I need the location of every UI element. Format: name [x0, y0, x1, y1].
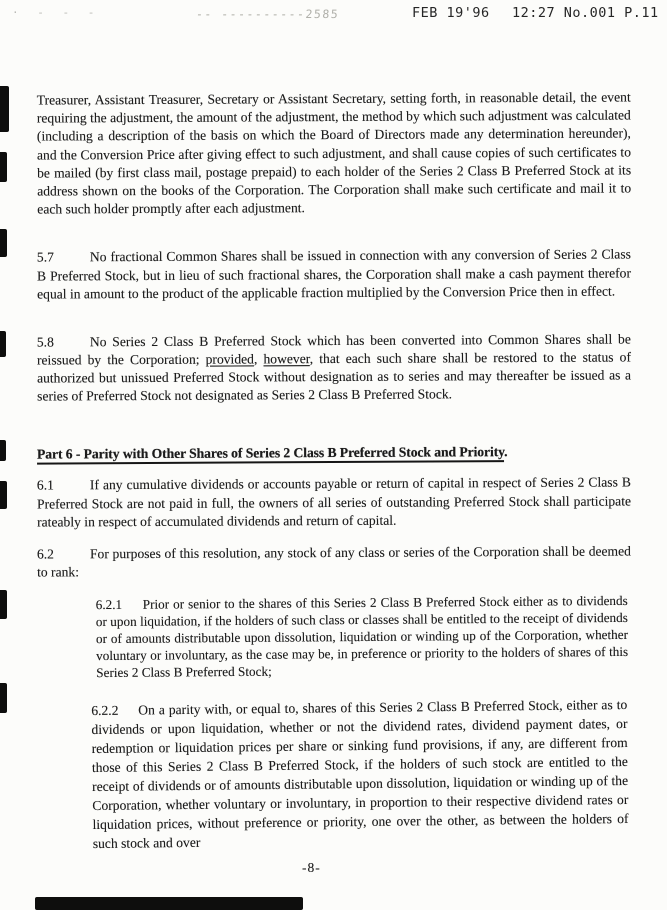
separator-text: ,	[253, 350, 264, 367]
section-text-after: , that each such share shall be restored to the status of authorized but unissued Preferred Stock without designation as to series and may thereafter be issued as a series of Preferred Stock not designated as Series 2 Class B Preferred Stock.	[37, 349, 632, 404]
fax-station-id: -- ----------2585	[195, 7, 340, 21]
section-6-2	[37, 542, 631, 581]
section-number: 6.2	[36, 546, 54, 562]
part-6-heading	[37, 442, 637, 463]
fax-edge-artifact	[0, 481, 7, 509]
fax-edge-artifact	[0, 331, 6, 357]
section-5-8	[37, 330, 631, 405]
section-number: 6.2.2	[91, 702, 119, 718]
fax-edge-artifact	[0, 440, 6, 461]
section-number: 6.1	[36, 477, 54, 493]
section-number: 5.8	[36, 334, 54, 350]
section-number: 6.2.1	[95, 597, 123, 613]
section-text: If any cumulative dividends or accounts payable or return of capital in respect of Series 2 Class B Preferred Stock are not paid in full, the owners of all series of outstanding Preferred Stock shall participate rateably in respect of accumulated dividends and return of capital.	[36, 474, 632, 530]
section-6-1	[37, 473, 631, 532]
part-6-heading-period: .	[504, 443, 508, 459]
section-text: Prior or senior to the shares of this Series 2 Class B Preferred Stock either as to dividends or upon liquidation, if the holders of such class or classes shall be entitled to the receipt of dividends or of amounts distributable upon dissolution, liquidation or winding up of the Corporation, whether voluntary or involuntary, as the case may be, in preference or priority to the holders of shares of this Series 2 Class B Preferred Stock;	[95, 593, 629, 680]
section-text-before: No Series 2 Class B Preferred Stock which has been converted into Common Shares shall be reissued by the Corporation;	[36, 331, 631, 368]
section-text: On a parity with, or equal to, shares of this Series 2 Class B Preferred Stock, either as to dividends or upon liquidation, whether or not the dividend rates, dividend payment dates, or redemption or liquidation prices per share or sinking fund provisions, if any, are different from those of this Series 2 Class B Preferred Stock, if the holders of such stock are entitled to the receipt of dividends or of amounts distributable upon dissolution, liquidation or winding up of the Corporation, whether voluntary or involuntary, in proportion to their respective dividend rates or liquidation prices, without preference or priority, one over the other, as between the holders of such stock and over	[91, 696, 629, 851]
section-number: 5.7	[36, 249, 54, 265]
fax-date: FEB 19'96	[412, 5, 490, 21]
fax-edge-artifact	[0, 86, 9, 132]
section-text: No fractional Common Shares shall be issued in connection with any conversion of Series 2 Class B Preferred Stock, but in lieu of such fractional shares, the Corporation shall make a cash payment therefor equal in amount to the product of the applicable fraction multiplied by the Conversion Price then in effect.	[36, 246, 632, 302]
paragraph-continuation: Treasurer, Assistant Treasurer, Secretary or Assistant Secretary, setting forth, in reasonable detail, the event requiring the adjustment, the amount of the adjustment, the method by which such adjustment was calculated (including a description of the basis on which the Board of Directors made any determination hereunder), and the Conversion Price after giving effect to such adjustment, and shall cause copies of such certificates to be mailed (by first class mail, postage prepaid) to each holder of the Series 2 Class B Preferred Stock at its address shown on the books of the Corporation. The Corporation shall make such certificate and mail it to each such holder promptly after each adjustment.	[36, 89, 632, 217]
fax-edge-artifact	[0, 683, 7, 713]
fax-time-page-stamp: 12:27 No.001 P.11	[512, 5, 659, 21]
underlined-word-provided: provided	[205, 351, 254, 367]
fax-bottom-edge-artifact	[35, 897, 303, 910]
fax-edge-artifact	[0, 590, 7, 619]
section-text: For purposes of this resolution, any stock of any class or series of the Corporation shall be deemed to rank:	[37, 543, 631, 580]
fax-header-faint-marks: · - - -	[12, 6, 101, 19]
page-number: -8-	[302, 860, 321, 875]
part-6-heading-text: Part 6 - Parity with Other Shares of Series 2 Class B Preferred Stock and Priority	[37, 444, 504, 464]
section-6-2-1	[96, 593, 629, 682]
fax-edge-artifact	[0, 152, 7, 182]
fax-edge-artifact	[0, 229, 7, 257]
section-6-2-2	[91, 695, 629, 853]
section-5-7	[37, 245, 631, 304]
underlined-word-however: however	[263, 350, 310, 366]
